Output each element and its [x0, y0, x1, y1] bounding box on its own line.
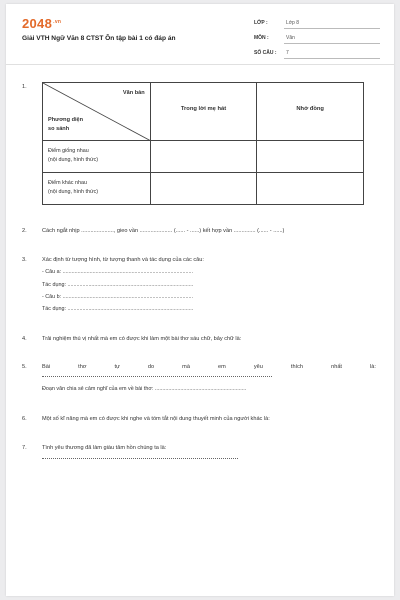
- q2-number: 2.: [22, 228, 27, 234]
- q5-word: là:: [370, 364, 376, 370]
- q5-text: [42, 364, 376, 370]
- row-label-similarities: [43, 141, 151, 173]
- meta-class: [254, 18, 380, 30]
- q4-number: 4.: [22, 336, 27, 342]
- q5-number: 5.: [22, 364, 27, 370]
- document-title: Giải VTH Ngữ Văn 8 CTST Ôn tập bài 1 có đáp án: [22, 35, 176, 42]
- q6-number: 6.: [22, 416, 27, 422]
- corner-label-aspect: [48, 116, 83, 133]
- table-row: [43, 141, 364, 173]
- q5-word: yêu: [253, 364, 263, 370]
- q2-text: Cách ngắt nhịp ....................., gieo vần ..................... (...... - ......) kết hợp vần .............. (...... - ......): [42, 228, 285, 234]
- meta-question-count-value: 7: [284, 48, 380, 59]
- comparison-table: [42, 82, 364, 205]
- q7-text: Tình yêu thương đã làm giàu tâm hồn chúng ta là:: [42, 445, 167, 451]
- table-row: [43, 173, 364, 205]
- meta-subject-value: Văn: [284, 33, 380, 44]
- q5-word: thích: [290, 364, 304, 370]
- q5-word: tự: [114, 364, 120, 370]
- q3-line-b-effect[interactable]: Tác dụng: ....................................................................................: [42, 306, 194, 312]
- column-header-1: Trong lời mẹ hát: [150, 83, 257, 141]
- answer-cell[interactable]: [257, 141, 364, 173]
- column-header-2: Nhớ đồng: [257, 83, 364, 141]
- corner-aspect-line-2: so sánh: [48, 125, 70, 132]
- q3-line-a-effect[interactable]: Tác dụng: ....................................................................................: [42, 282, 194, 288]
- row-label-differences: [43, 173, 151, 205]
- q7-answer-line[interactable]: [42, 458, 238, 459]
- q6-text: Một số kĩ năng mà em có được khi nghe và tóm tắt nội dung thuyết minh của người khác là:: [42, 416, 270, 422]
- q3-number: 3.: [22, 257, 27, 263]
- corner-aspect-line-1: Phương diện: [48, 117, 84, 123]
- site-logo[interactable]: [22, 16, 61, 31]
- meta-question-count-label: SỐ CÂU :: [254, 50, 277, 56]
- q3-line-a[interactable]: - Câu a: .......................................................................................: [42, 269, 193, 275]
- page-header: [6, 4, 394, 64]
- answer-cell[interactable]: [150, 141, 257, 173]
- meta-subject: [254, 33, 380, 45]
- logo-text: 2048: [22, 16, 53, 31]
- row-label-line-2: (nội dung, hình thức): [48, 189, 99, 195]
- row-label-line-1: Điểm khác nhau: [48, 180, 87, 186]
- q7-number: 7.: [22, 445, 27, 451]
- q3-line-b[interactable]: - Câu b: .......................................................................................: [42, 294, 193, 300]
- q5-word: do: [147, 364, 155, 370]
- corner-label-text: Văn bản: [122, 90, 145, 96]
- q1-number: 1.: [22, 84, 27, 90]
- logo-suffix: .vn: [53, 18, 62, 25]
- q5-line-2[interactable]: Đoạn văn chia sẻ cảm nghĩ của em về bài thơ: .............................................................: [42, 386, 247, 392]
- answer-cell[interactable]: [150, 173, 257, 205]
- q5-answer-line[interactable]: [42, 376, 272, 377]
- q5-word: nhất: [331, 364, 342, 370]
- worksheet-page: [6, 4, 394, 596]
- meta-question-count: [254, 48, 380, 60]
- q3-text: Xác định từ tượng hình, từ tượng thanh và tác dụng của các câu:: [42, 257, 204, 263]
- header-divider: [6, 64, 394, 65]
- answer-cell[interactable]: [257, 173, 364, 205]
- q4-text: Trải nghiệm thú vị nhất mà em có được khi làm một bài thơ sáu chữ, bảy chữ là:: [42, 336, 242, 342]
- table-corner-cell: [43, 83, 151, 141]
- q5-word: mà: [182, 364, 190, 370]
- row-label-line-2: (nội dung, hình thức): [48, 157, 99, 163]
- q5-word: em: [218, 364, 226, 370]
- meta-subject-label: MÔN :: [254, 35, 269, 41]
- meta-class-label: LỚP :: [254, 20, 268, 26]
- q5-word: thơ: [78, 364, 87, 370]
- meta-class-value: Lớp 8: [284, 18, 380, 29]
- row-label-line-1: Điểm giống nhau: [48, 148, 89, 154]
- q5-word: Bài: [42, 364, 51, 370]
